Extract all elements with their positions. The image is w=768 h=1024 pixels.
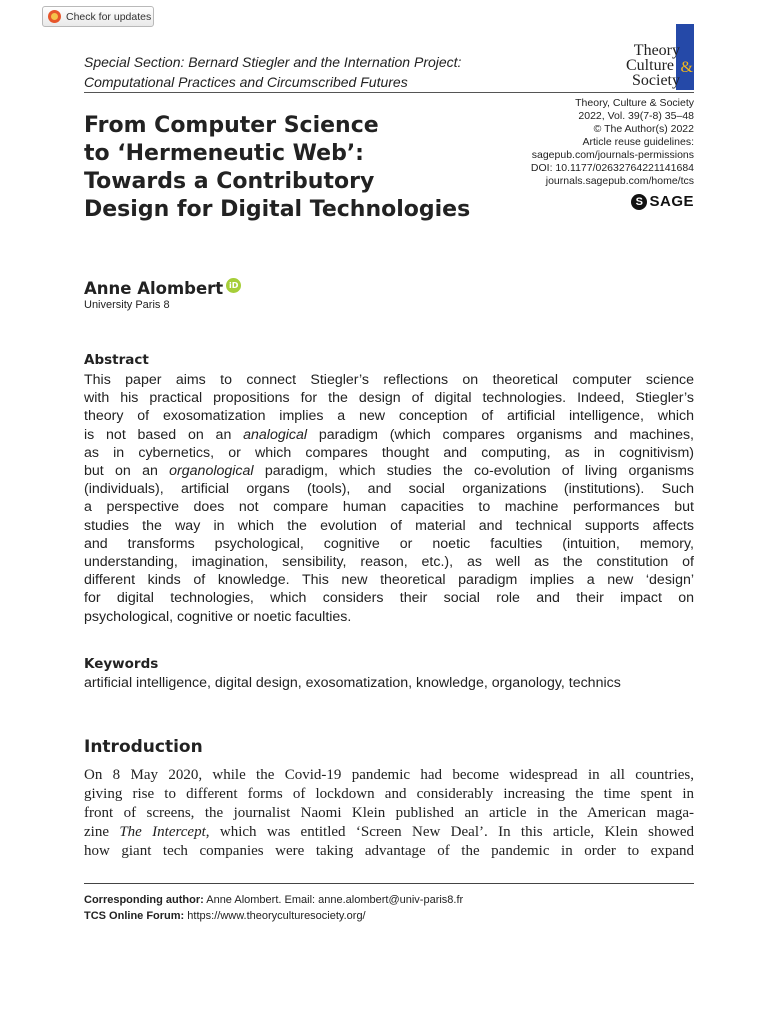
abstract-line: studies the way in which the evolution of material and technical supports affects xyxy=(84,517,694,534)
abstract-line: a perspective does not compare human capacities to machine performances but xyxy=(84,499,694,516)
emphasis: analogical xyxy=(243,426,308,443)
intro-line: zine The Intercept, which was entitled ‘Screen New Deal’. In this article, Klein showed xyxy=(84,824,694,840)
orcid-icon[interactable]: iD xyxy=(226,278,241,293)
intro-line: On 8 May 2020, while the Covid-19 pandemic had become widespread in all countries, xyxy=(84,767,694,783)
sage-s-logo-icon: S xyxy=(631,194,647,210)
pub-info-line: Theory, Culture & Society xyxy=(575,97,694,109)
emphasis: organological xyxy=(169,463,254,480)
abstract-line: for digital technologies, which considers their social role and their impact on xyxy=(84,590,694,607)
crossmark-icon xyxy=(48,10,61,23)
publication-info xyxy=(531,97,694,188)
publisher-name: SAGE xyxy=(649,193,694,210)
footnote-rule xyxy=(84,883,694,884)
abstract-line: theory of exosomatization implies a new conception of artificial intelligence, which xyxy=(84,408,694,425)
introduction-heading: Introduction xyxy=(84,737,203,757)
introduction-text xyxy=(84,766,694,861)
abstract-heading: Abstract xyxy=(84,352,149,368)
emphasis: The Intercept xyxy=(119,824,206,840)
abstract-line: (individuals), artificial organs (tools), and social organizations (institutions). Such xyxy=(84,481,694,498)
pub-info-line: 2022, Vol. 39(7-8) 35–48 xyxy=(578,110,694,122)
abstract-line: understanding, imagination, sensibility, reason, etc.), as well as the constitution of xyxy=(84,554,694,571)
keywords-heading: Keywords xyxy=(84,656,159,672)
article-title xyxy=(84,112,514,224)
abstract-line: This paper aims to connect Stiegler’s reflections on theoretical computer science xyxy=(84,372,694,388)
author-block xyxy=(84,279,241,298)
abstract-line: psychological, cognitive or noetic faculties. xyxy=(84,608,352,625)
online-forum-note xyxy=(84,908,463,924)
title-line: From Computer Science xyxy=(84,113,379,138)
journal-logo xyxy=(598,42,694,90)
pub-info-doi[interactable]: DOI: 10.1177/02632764221141684 xyxy=(530,162,694,174)
corresponding-author-text[interactable]: Anne Alombert. Email: anne.alombert@univ-paris8.fr xyxy=(206,894,464,906)
special-section-heading xyxy=(84,52,504,92)
corresponding-author-note xyxy=(84,892,463,908)
pub-info-line: © The Author(s) 2022 xyxy=(593,123,694,135)
corresponding-author-label: Corresponding author: xyxy=(84,894,204,906)
special-section-line: Computational Practices and Circumscribed Futures xyxy=(84,74,408,90)
abstract-line: as in cybernetics, or which compares thought and computing, as in cognitivism) xyxy=(84,444,694,461)
footnote xyxy=(84,892,463,924)
abstract-line: but on an organological paradigm, which studies the co-evolution of living organisms xyxy=(84,463,694,480)
logo-line: Society xyxy=(632,72,680,89)
title-line: Towards a Contributory xyxy=(84,169,375,194)
pub-info-line: Article reuse guidelines: xyxy=(582,136,694,148)
intro-line: front of screens, the journalist Naomi Klein published an article in the American maga- xyxy=(84,805,694,821)
publisher-logo xyxy=(631,193,694,210)
abstract-text xyxy=(84,371,694,626)
online-forum-label: TCS Online Forum: xyxy=(84,910,185,922)
abstract-line: with his practical propositions for the design of digital technologies. Indeed, Stiegler’s xyxy=(84,390,694,407)
author-name: Anne Alombert xyxy=(84,279,224,298)
abstract-line: and transforms psychological, cognitive or noetic faculties (intuition, memory, xyxy=(84,535,694,552)
keywords-list: artificial intelligence, digital design, exosomatization, knowledge, organology, technics xyxy=(84,675,621,691)
intro-line: giving rise to different forms of lockdown and considerably increasing the time spent in xyxy=(84,786,694,802)
logo-line: Theory xyxy=(633,42,680,59)
abstract-line: is not based on an analogical paradigm (which compares organisms and machines, xyxy=(84,426,694,443)
pub-info-link[interactable]: journals.sagepub.com/home/tcs xyxy=(545,175,694,187)
logo-ampersand: & xyxy=(680,59,693,76)
title-line: to ‘Hermeneutic Web’: xyxy=(84,141,364,166)
special-section-line: Special Section: Bernard Stiegler and the Internation Project: xyxy=(84,54,462,70)
abstract-line: different kinds of knowledge. This new theoretical paradigm implies a new ‘design’ xyxy=(84,572,694,589)
author-affiliation: University Paris 8 xyxy=(84,299,170,311)
pub-info-link[interactable]: sagepub.com/journals-permissions xyxy=(531,149,694,161)
check-for-updates-button[interactable] xyxy=(42,6,154,27)
check-for-updates-label: Check for updates xyxy=(66,10,152,23)
online-forum-link[interactable]: https://www.theoryculturesociety.org/ xyxy=(187,910,366,922)
header-rule xyxy=(84,92,694,93)
intro-line: how giant tech companies were taking advantage of the pandemic in order to expand xyxy=(84,843,694,859)
title-line: Design for Digital Technologies xyxy=(84,197,471,222)
logo-line: Culture xyxy=(626,57,674,74)
